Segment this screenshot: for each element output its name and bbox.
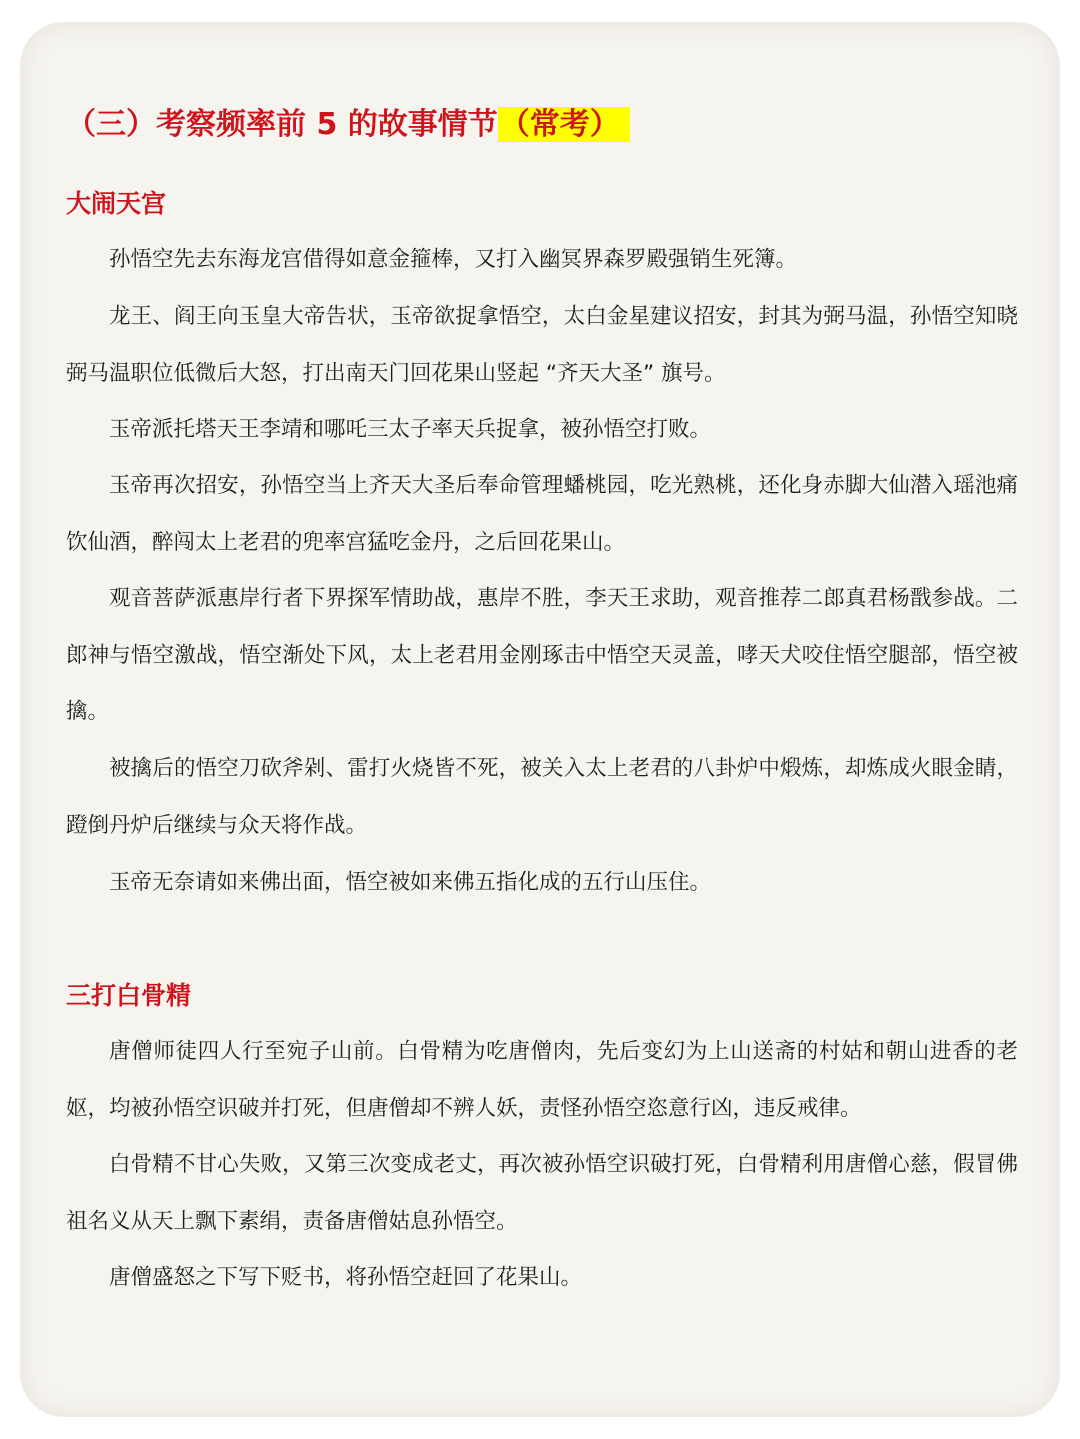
paragraph: 玉帝再次招安，孙悟空当上齐天大圣后奉命管理蟠桃园，吃光熟桃，还化身赤脚大仙潜入瑶池痛饮仙酒，醉闯太上老君的兜率宫猛吃金丹，之后回花果山。 [66, 473, 1018, 555]
paragraph: 唐僧盛怒之下写下贬书，将孙悟空赶回了花果山。 [109, 1265, 583, 1290]
section-heading-danao-tiangong: 大闹天宫 [66, 189, 167, 218]
paragraph: 玉帝派托塔天王李靖和哪吒三太子率天兵捉拿，被孙悟空打败。 [109, 417, 712, 442]
page-title [66, 100, 630, 150]
paragraph: 被擒后的悟空刀砍斧剁、雷打火烧皆不死，被关入太上老君的八卦炉中煅炼，却炼成火眼金睛，蹬倒丹炉后继续与众天将作战。 [66, 756, 1018, 838]
paragraph: 龙王、阎王向玉皇大帝告状，玉帝欲捉拿悟空，太白金星建议招安，封其为弼马温，孙悟空知晓弼马温职位低微后大怒，打出南天门回花果山竖起 “齐天大圣” 旗号。 [66, 304, 1018, 386]
paragraph: 观音菩萨派惠岸行者下界探军情助战，惠岸不胜，李天王求助，观音推荐二郎真君杨戬参战。二郎神与悟空激战，悟空渐处下风，太上老君用金刚琢击中悟空天灵盖，哮天犬咬住悟空腿部，悟空被擒。 [66, 586, 1018, 724]
paragraph: 孙悟空先去东海龙宫借得如意金箍棒，又打入幽冥界森罗殿强销生死簿。 [109, 247, 798, 272]
paragraph: 唐僧师徒四人行至宛子山前。白骨精为吃唐僧肉，先后变幻为上山送斋的村姑和朝山进香的老妪，均被孙悟空识破并打死，但唐僧却不辨人妖，责怪孙悟空恣意行凶，违反戒律。 [66, 1039, 1018, 1121]
section-heading-san-da-baigujing: 三打白骨精 [66, 981, 192, 1010]
page-title-main: （三）考察频率前 5 的故事情节 [66, 107, 498, 142]
paragraph: 玉帝无奈请如来佛出面，悟空被如来佛五指化成的五行山压住。 [109, 870, 712, 895]
page-title-badge: （常考） [498, 107, 630, 142]
paragraph: 白骨精不甘心失败，又第三次变成老丈，再次被孙悟空识破打死，白骨精利用唐僧心慈，假冒佛祖名义从天上飘下素绢，责备唐僧姑息孙悟空。 [66, 1152, 1018, 1234]
